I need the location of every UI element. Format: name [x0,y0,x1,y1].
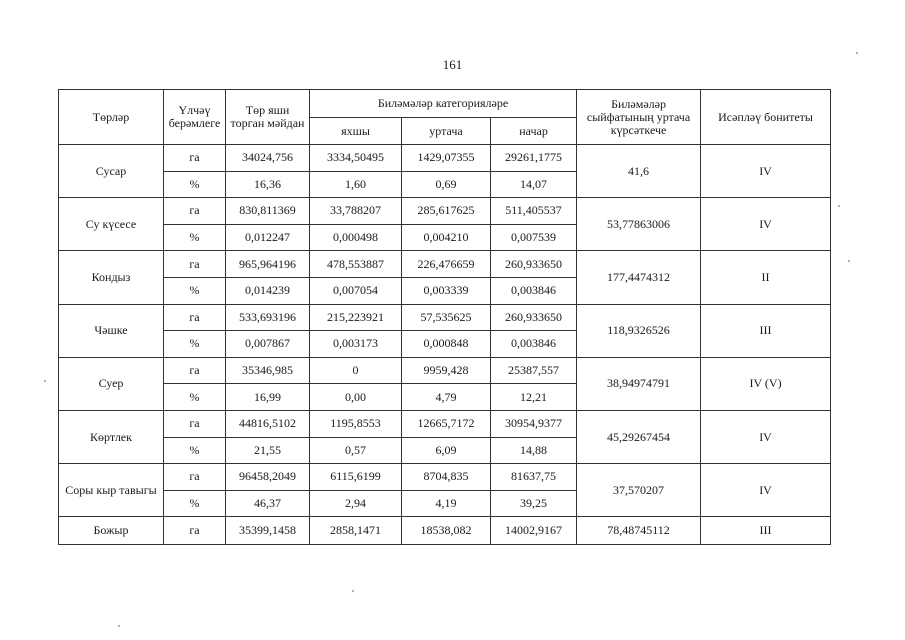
scan-speck [856,52,858,54]
scan-speck [848,260,850,262]
unit-cell: % [164,437,226,464]
poor-cell: 0,003846 [491,277,577,304]
poor-cell: 260,933650 [491,251,577,278]
header-good: яхшы [310,118,402,145]
area-cell: 0,007867 [226,331,310,358]
average-cell: 0,000848 [402,331,491,358]
bonitet-cell: IV (V) [701,357,831,410]
table-row [59,304,831,331]
species-name: Су күсесе [59,198,164,251]
table-row [59,145,831,172]
header-categories: Биләмәләр категорияләре [310,90,577,118]
unit-cell: га [164,145,226,172]
scan-speck [352,590,354,592]
poor-cell: 81637,75 [491,464,577,491]
good-cell: 0 [310,357,402,384]
poor-cell: 14002,9167 [491,517,577,545]
good-cell: 478,553887 [310,251,402,278]
header-quality: Биләмәләр сыйфатының уртача күрсәткече [577,90,701,145]
area-cell: 21,55 [226,437,310,464]
area-cell: 44816,5102 [226,410,310,437]
unit-cell: га [164,198,226,225]
unit-cell: % [164,224,226,251]
habitat-quality-table [58,89,831,545]
area-cell: 46,37 [226,490,310,517]
species-name: Сусар [59,145,164,198]
table-row [59,357,831,384]
table-row [59,410,831,437]
good-cell: 0,003173 [310,331,402,358]
average-cell: 8704,835 [402,464,491,491]
unit-cell: га [164,251,226,278]
species-name: Божыр [59,517,164,545]
quality-cell: 78,48745112 [577,517,701,545]
unit-cell: % [164,490,226,517]
species-name: Көртлек [59,410,164,463]
area-cell: 96458,2049 [226,464,310,491]
area-cell: 533,693196 [226,304,310,331]
bonitet-cell: IV [701,464,831,517]
area-cell: 34024,756 [226,145,310,172]
good-cell: 1,60 [310,171,402,198]
table-row [59,517,831,545]
poor-cell: 30954,9377 [491,410,577,437]
table-row [59,198,831,225]
average-cell: 226,476659 [402,251,491,278]
scan-speck [838,205,840,207]
unit-cell: % [164,171,226,198]
unit-cell: % [164,331,226,358]
unit-cell: га [164,304,226,331]
bonitet-cell: II [701,251,831,304]
average-cell: 18538,082 [402,517,491,545]
average-cell: 9959,428 [402,357,491,384]
average-cell: 12665,7172 [402,410,491,437]
species-name: Соры кыр тавыгы [59,464,164,517]
quality-cell: 177,4474312 [577,251,701,304]
species-name: Кондыз [59,251,164,304]
average-cell: 4,79 [402,384,491,411]
bonitet-cell: III [701,517,831,545]
bonitet-cell: III [701,304,831,357]
good-cell: 2858,1471 [310,517,402,545]
header-average: уртача [402,118,491,145]
good-cell: 1195,8553 [310,410,402,437]
good-cell: 0,000498 [310,224,402,251]
header-poor: начар [491,118,577,145]
unit-cell: % [164,384,226,411]
quality-cell: 38,94974791 [577,357,701,410]
area-cell: 965,964196 [226,251,310,278]
average-cell: 0,004210 [402,224,491,251]
average-cell: 0,69 [402,171,491,198]
poor-cell: 12,21 [491,384,577,411]
bonitet-cell: IV [701,410,831,463]
area-cell: 0,014239 [226,277,310,304]
poor-cell: 14,88 [491,437,577,464]
quality-cell: 37,570207 [577,464,701,517]
species-name: Чәшке [59,304,164,357]
table-row [59,251,831,278]
unit-cell: % [164,277,226,304]
average-cell: 1429,07355 [402,145,491,172]
good-cell: 33,788207 [310,198,402,225]
area-cell: 35399,1458 [226,517,310,545]
quality-cell: 41,6 [577,145,701,198]
poor-cell: 14,07 [491,171,577,198]
good-cell: 6115,6199 [310,464,402,491]
average-cell: 0,003339 [402,277,491,304]
good-cell: 3334,50495 [310,145,402,172]
poor-cell: 260,933650 [491,304,577,331]
bonitet-cell: IV [701,198,831,251]
header-unit: Үлчәү берәмлеге [164,90,226,145]
page-number: 161 [442,57,463,72]
scan-speck [44,380,46,382]
poor-cell: 0,003846 [491,331,577,358]
quality-cell: 45,29267454 [577,410,701,463]
area-cell: 830,811369 [226,198,310,225]
unit-cell: га [164,464,226,491]
area-cell: 35346,985 [226,357,310,384]
unit-cell: га [164,517,226,545]
good-cell: 0,00 [310,384,402,411]
area-cell: 0,012247 [226,224,310,251]
poor-cell: 0,007539 [491,224,577,251]
header-bonitet: Исәпләү бонитеты [701,90,831,145]
bonitet-cell: IV [701,145,831,198]
scan-speck [118,625,120,627]
header-area: Төр яши торган мәйдан [226,90,310,145]
good-cell: 0,57 [310,437,402,464]
average-cell: 6,09 [402,437,491,464]
area-cell: 16,99 [226,384,310,411]
unit-cell: га [164,410,226,437]
quality-cell: 53,77863006 [577,198,701,251]
average-cell: 4,19 [402,490,491,517]
table-row [59,464,831,491]
quality-cell: 118,9326526 [577,304,701,357]
poor-cell: 25387,557 [491,357,577,384]
good-cell: 0,007054 [310,277,402,304]
header-species: Төрләр [59,90,164,145]
poor-cell: 511,405537 [491,198,577,225]
species-name: Суер [59,357,164,410]
average-cell: 57,535625 [402,304,491,331]
unit-cell: га [164,357,226,384]
poor-cell: 39,25 [491,490,577,517]
good-cell: 2,94 [310,490,402,517]
area-cell: 16,36 [226,171,310,198]
average-cell: 285,617625 [402,198,491,225]
poor-cell: 29261,1775 [491,145,577,172]
good-cell: 215,223921 [310,304,402,331]
